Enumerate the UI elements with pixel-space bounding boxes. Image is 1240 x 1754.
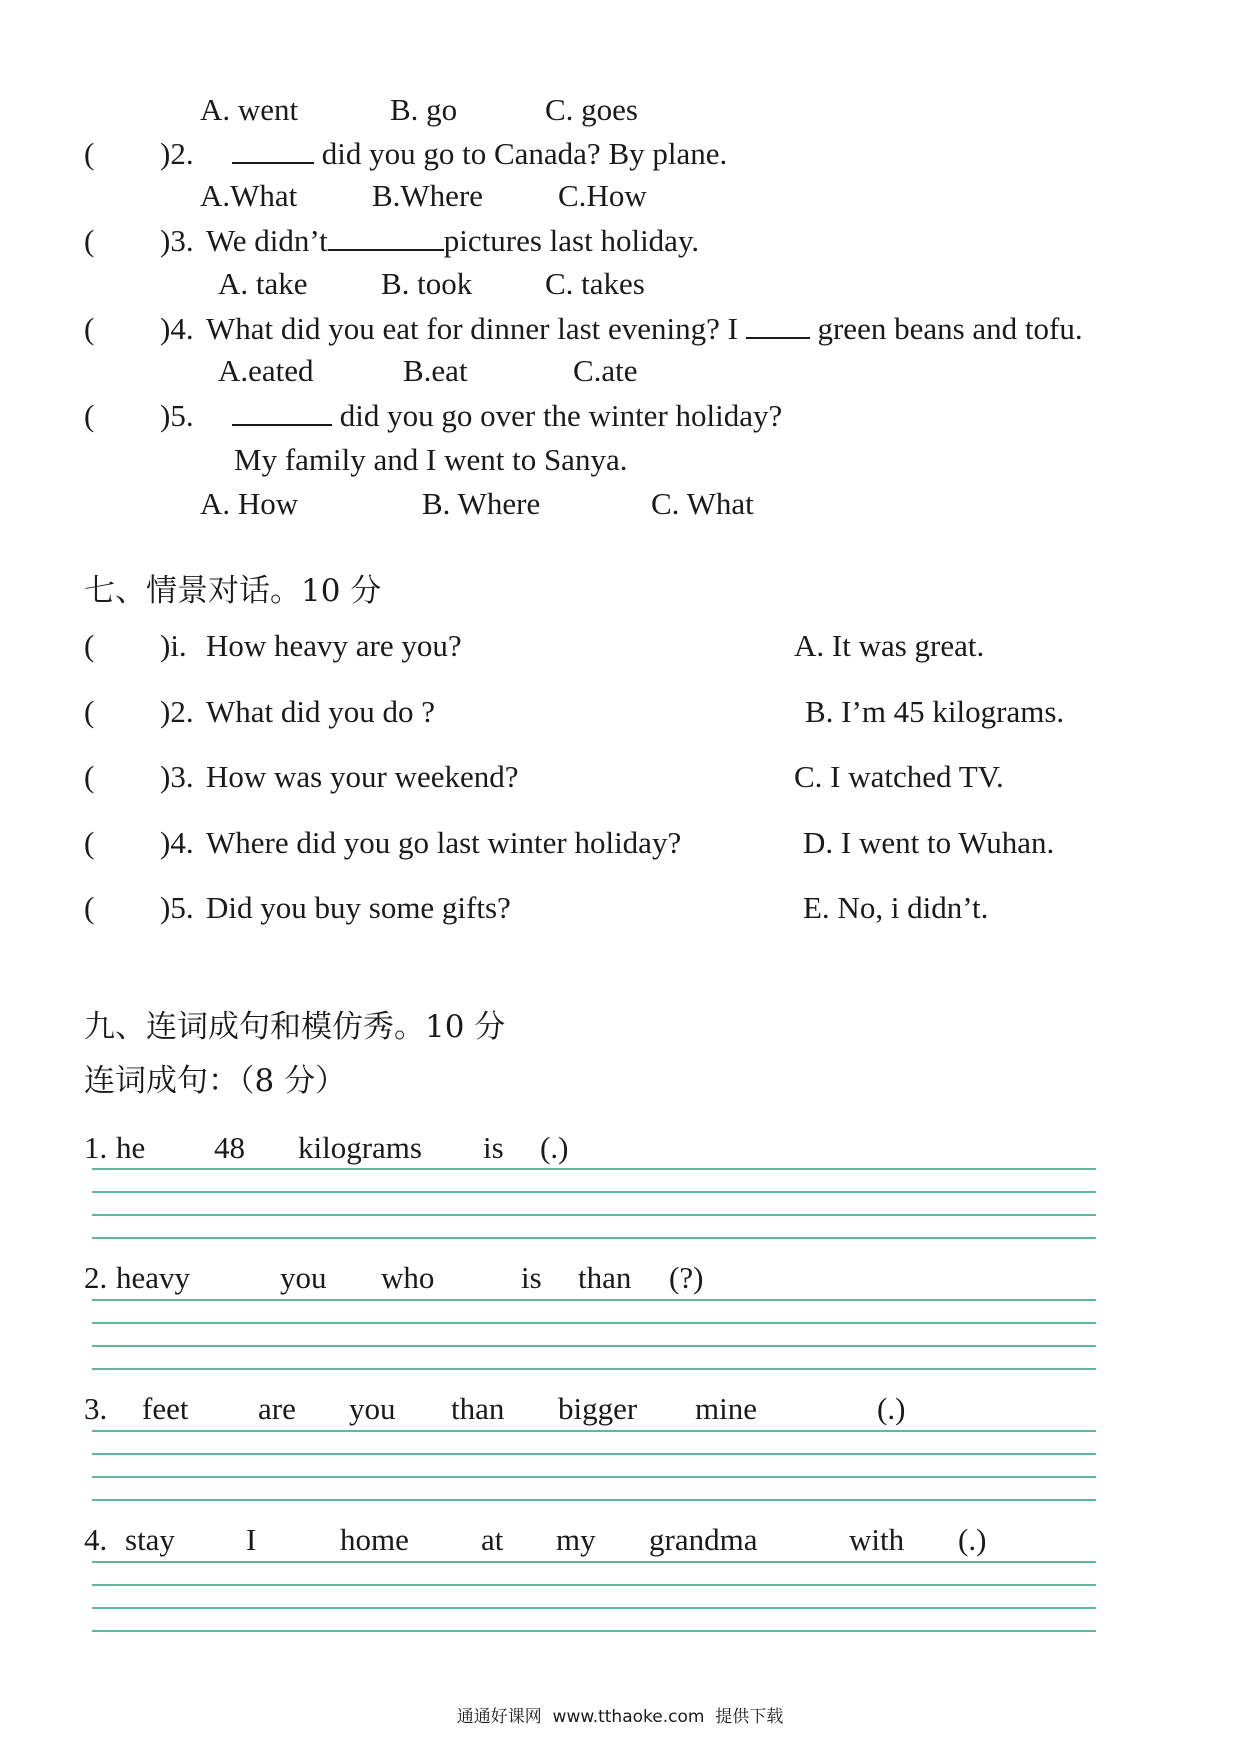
- q1-option-c: C. goes: [545, 92, 638, 127]
- s9-item2-word: (?): [669, 1260, 704, 1295]
- s7-q5-paren: (: [84, 890, 95, 925]
- q3-option-b: B. took: [381, 266, 473, 301]
- q4-text: [206, 313, 1083, 344]
- q2-text: [232, 138, 727, 169]
- s7-q4-paren: (: [84, 825, 95, 860]
- q3-text: [206, 225, 699, 256]
- q2-option-c: C.How: [558, 178, 647, 213]
- s7-q2-number: )2.: [160, 694, 194, 729]
- s9-item4-word: (.): [958, 1522, 987, 1557]
- q3-option-a: A. take: [218, 266, 308, 301]
- q3-paren: (: [84, 223, 95, 258]
- s7-answer-d: D. I went to Wuhan.: [803, 825, 1055, 860]
- s9-item2-word: who: [381, 1260, 435, 1295]
- writing-line: [92, 1430, 1096, 1432]
- s9-item4-number: 4.: [84, 1522, 108, 1557]
- q3-text-after: pictures last holiday.: [443, 223, 700, 258]
- q3-blank: [328, 248, 444, 251]
- q5-option-a: A. How: [200, 486, 299, 521]
- q2-option-a: A.What: [200, 178, 298, 213]
- q2-number: )2.: [160, 136, 194, 171]
- q4-paren: (: [84, 311, 95, 346]
- s7-q2-paren: (: [84, 694, 95, 729]
- s9-item4-word: with: [849, 1522, 905, 1557]
- writing-line: [92, 1476, 1096, 1478]
- s9-item4-word: I: [246, 1522, 257, 1557]
- s7-answer-c: C. I watched TV.: [794, 759, 1004, 794]
- q5-number: )5.: [160, 398, 194, 433]
- s7-answer-a: A. It was great.: [794, 628, 985, 663]
- s7-q1-text: How heavy are you?: [206, 628, 462, 663]
- q5-paren: (: [84, 398, 95, 433]
- q1-option-a: A. went: [200, 92, 299, 127]
- q5-option-b: B. Where: [422, 486, 541, 521]
- s7-answer-b: B. I’m 45 kilograms.: [805, 694, 1065, 729]
- q5-blank: [232, 423, 332, 426]
- q2-blank: [232, 161, 314, 164]
- s7-q5-number: )5.: [160, 890, 194, 925]
- writing-line: [92, 1214, 1096, 1216]
- q2-paren: (: [84, 136, 95, 171]
- writing-line: [92, 1168, 1096, 1170]
- q5-text: [232, 400, 782, 431]
- s9-item1-word: (.): [540, 1130, 569, 1165]
- s9-item1-number: 1.: [84, 1130, 108, 1165]
- section9-subheading: 连词成句：（8 分）: [84, 1063, 347, 1099]
- q2-option-b: B.Where: [372, 178, 484, 213]
- s7-q2-text: What did you do ?: [206, 694, 436, 729]
- q4-number: )4.: [160, 311, 194, 346]
- writing-line: [92, 1345, 1096, 1347]
- s7-q3-number: )3.: [160, 759, 194, 794]
- section7-heading: 七、情景对话。10 分: [84, 573, 382, 609]
- writing-line: [92, 1299, 1096, 1301]
- s9-item4-word: grandma: [649, 1522, 758, 1557]
- s7-answer-e: E. No, i didn’t.: [803, 890, 989, 925]
- q4-text-before: What did you eat for dinner last evening? I: [206, 311, 746, 346]
- s9-item2-word: you: [280, 1260, 327, 1295]
- q1-option-b: B. go: [390, 92, 458, 127]
- writing-line: [92, 1607, 1096, 1609]
- q5-text-after: did you go over the winter holiday?: [332, 398, 783, 433]
- s7-q3-text: How was your weekend?: [206, 759, 519, 794]
- s7-q1-number: )i.: [160, 628, 187, 663]
- s9-item2-number: 2.: [84, 1260, 108, 1295]
- s9-item1-word: is: [483, 1130, 504, 1165]
- writing-line: [92, 1237, 1096, 1239]
- writing-line: [92, 1499, 1096, 1501]
- q5-option-c: C. What: [651, 486, 754, 521]
- q4-text-after: green beans and tofu.: [809, 311, 1083, 346]
- q4-option-a: A.eated: [218, 353, 314, 388]
- s7-q1-paren: (: [84, 628, 95, 663]
- q3-text-before: We didn’t: [206, 223, 328, 258]
- q4-option-b: B.eat: [403, 353, 468, 388]
- q4-option-c: C.ate: [573, 353, 638, 388]
- s7-q3-paren: (: [84, 759, 95, 794]
- writing-line: [92, 1322, 1096, 1324]
- q3-option-c: C. takes: [545, 266, 645, 301]
- section9-heading: 九、连词成句和模仿秀。10 分: [84, 1009, 506, 1045]
- s9-item4-word: my: [556, 1522, 596, 1557]
- q2-text-after: did you go to Canada? By plane.: [314, 136, 728, 171]
- s7-q4-number: )4.: [160, 825, 194, 860]
- writing-line: [92, 1191, 1096, 1193]
- s9-item4-word: stay: [125, 1522, 175, 1557]
- s9-item1-word: kilograms: [298, 1130, 422, 1165]
- s7-q4-text: Where did you go last winter holiday?: [206, 825, 682, 860]
- writing-line: [92, 1368, 1096, 1370]
- q5-answer-line: My family and I went to Sanya.: [234, 442, 628, 477]
- s9-item3-word: (.): [877, 1391, 906, 1426]
- s9-item3-word: than: [451, 1391, 505, 1426]
- s9-item3-word: mine: [695, 1391, 757, 1426]
- s9-item2-word: heavy: [116, 1260, 191, 1295]
- q3-number: )3.: [160, 223, 194, 258]
- s9-item3-word: bigger: [558, 1391, 638, 1426]
- writing-line: [92, 1584, 1096, 1586]
- s9-item2-word: than: [578, 1260, 632, 1295]
- s9-item3-word: feet: [142, 1391, 189, 1426]
- s9-item1-word: he: [116, 1130, 146, 1165]
- s9-item4-word: at: [481, 1522, 504, 1557]
- s9-item4-word: home: [340, 1522, 409, 1557]
- s7-q5-text: Did you buy some gifts?: [206, 890, 511, 925]
- s9-item3-word: you: [349, 1391, 396, 1426]
- writing-line: [92, 1630, 1096, 1632]
- s9-item3-number: 3.: [84, 1391, 108, 1426]
- s9-item1-word: 48: [214, 1130, 245, 1165]
- s9-item3-word: are: [258, 1391, 296, 1426]
- writing-line: [92, 1561, 1096, 1563]
- writing-line: [92, 1453, 1096, 1455]
- s9-item2-word: is: [521, 1260, 542, 1295]
- footer-source: 通通好课网 www.tthaoke.com 提供下载: [456, 1707, 784, 1727]
- q4-blank: [746, 336, 810, 339]
